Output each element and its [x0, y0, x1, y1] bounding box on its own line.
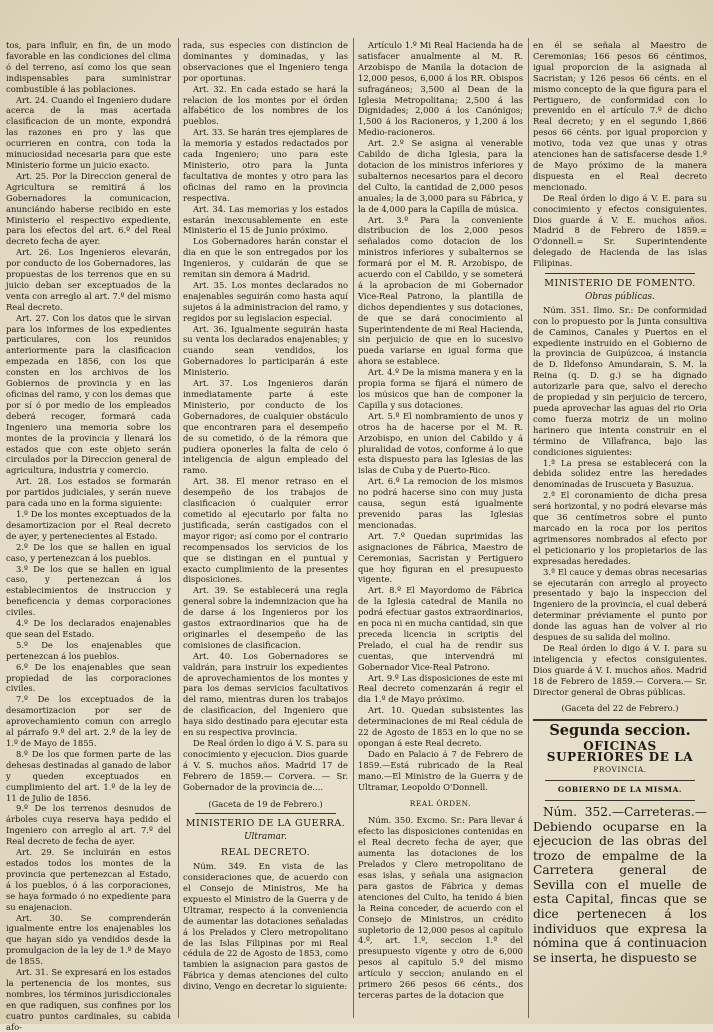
divider: [545, 780, 695, 781]
paragraph: Art. 4.º De la misma manera y en la propia forma se fijará el número de los músicos que han de componer la Capilla y sus dotaciones.: [358, 367, 523, 410]
decree-title: REAL DECRETO.: [220, 847, 311, 859]
paragraph: Art. 9.º Las disposiciones de este mi Real decreto comenzarán á regir el dia 1.º de Mayo próximo.: [358, 672, 523, 705]
section-title: Segunda seccion.: [549, 722, 691, 740]
paragraph: 1.º De los montes exceptuados de la desamortizacion por el Real decreto de ayer, y pertenecientes al Estado.: [6, 508, 171, 541]
gazette-citation: (Gaceta de 19 de Febrero.): [208, 798, 323, 809]
ministry-heading: MINISTERIO DE LA GUERRA.: [185, 818, 346, 830]
column-rule: [178, 38, 179, 1018]
paragraph: 3.ª El cauce y demas obras necesarias se ejecutarán con arreglo al proyecto presentado y bajo la inspeccion del Ingeniero de la provincia, el cual deberá determinar préviamente el punto por donde las aguas han de volver al rio despues de su salida del molino.: [533, 566, 707, 643]
paragraph: 1.ª La presa se establecerá con la debida solidez entre las heredades denominadas de Iruscueta y Basuzua.: [533, 457, 707, 490]
paragraph: Art. 7.º Quedan suprimidas las asignaciones de Fábrica, Maestro de Ceremonias, Sacristan y Pertiguero que hoy figuran en el presupuesto vigente.: [358, 530, 523, 585]
column-rule: [353, 38, 354, 1018]
paragraph: De Real órden lo digo á V. E. para su conocimiento y efectos consiguientes. Dios guarde á V. E. muchos años. Madrid 8 de Febrero de 1859.= O'donnell.= Sr. Superintendente delegado de Hacienda de las islas Filipinas.: [533, 192, 707, 269]
government-heading: GOBIERNO DE LA MISMA.: [557, 785, 683, 794]
paragraph: Art. 3.º Para la conveniente distribucion de los 2,000 pesos señalados como dotacion de los ministros inferiores y subalternos se formará por el M. R. Arzobispo, de acuerdo con el Cabildo, y se someterá á la aprobacion de mi Gobernador Vice-Real Patrono, la plantilla de dichos dependientes y sus dotaciones, de que se dará conocimiento al Superintendente de mi Real Hacienda, sin perjuicio de que en lo sucesivo pueda variarse en igual forma que ahora se establece.: [358, 214, 523, 367]
column-2: [183, 40, 348, 1016]
paragraph: Art. 35. Los montes declarados no enajenables seguirán como hasta aquí sujetos á la administracion del ramo, y regidos por su legislacion especial.: [183, 279, 348, 323]
paragraph: 7.º De los exceptuados de la desamortizacion por ser de aprovechamiento comun con arreglo al párrafo 9.º del art. 2.º de la ley de 1.º de Mayo de 1855.: [6, 694, 171, 748]
column-4: [533, 40, 707, 1016]
column-3: [358, 40, 523, 1016]
province-heading: PROVINCIA.: [593, 765, 647, 775]
paragraph: Dado en Palacio á 7 de Febrero de 1859.—Está rubricado de la Real mano.—El Ministro de la Guerra y de Ultramar, Leopoldo O'Donnell.: [358, 748, 523, 792]
paragraph: 2.ª El coronamiento de dicha presa será horizontal, y no podrá elevarse más que 36 centímetros sobre el punto marcado en la roca por los peritos agrimensores nombrados al efecto por el peticionario y los propietarios de las expresadas heredades.: [533, 490, 707, 566]
order-title: REAL ÓRDEN.: [409, 798, 472, 808]
paragraph: Art. 37. Los Ingenieros darán inmediatamente parte á este Ministerio, por conducto de los Gobernadores, de cualquier obstáculo que encontraren para el desempeño de su cometido, ó de la rémora que pudiera oponerles la falta de celo ó inteligencia de algun empleado del ramo.: [183, 378, 348, 476]
paragraph: Art. 40. Los Gobernadores se valdrán, para instruir los expedientes de aprovechamientos de los montes y para los demas servicios facultativos del ramo, mientras duren los trabajos de clasificacion, del Ingeniero que haya sido destinado para ejecutar esta en su respectiva provincia.: [183, 650, 348, 738]
paragraph: Art. 24. Cuando el Ingeniero dudare acerca de la mas acertada clasificacion de un monte, expondrá las razones en pro y las que ocurrieren en contra, con toda la minuciosidad necesaria para que este Ministerio forme un juicio exacto.: [6, 94, 171, 170]
lead-paragraph: Núm. 352.—Carreteras.— Debiendo ocuparse en la ejecucion de las obras del trozo de empalme de la Carretera general de Sevilla con el muelle de esta Capital, fincas que se dice pertenecen á los individuos que expresa la nómina que á continuacion se inserta, he dispuesto se: [533, 804, 707, 965]
section-heading: Obras públicas.: [585, 291, 655, 302]
paragraph: Art. 10. Quedan subsistentes las determinaciones de mi Real cédula de 22 de Agosto de 1853 en lo que no se opongan á este Real decreto.: [358, 705, 523, 748]
divider: [545, 800, 695, 801]
column-rule: [528, 38, 529, 1018]
paragraph: Artículo 1.º Mi Real Hacienda ha de satisfacer anualmente al M. R. Arzobispo de Manila la dotacion de 12,000 pesos, 6,000 á los RR. Obispos sufragáneos; 3,500 al Dean de la Iglesia Metropolitana; 2,500 á las Dignidades; 2,000 á los Canónigos; 1,500 á los Racioneros, y 1,200 á los Medio-racioneros.: [358, 40, 523, 138]
order-text: Núm. 350. Excmo. Sr.: Para llevar á efecto las disposiciones contenidas en el Real decreto fecha de ayer, que aumenta las dotaciones de los Prelados y Clero metropolitano de esas islas, y señala una asignacion para gastos de Fábrica y demas atenciones del Culto, ha tenido á bien la Reina conceder, de acuerdo con el Consejo de Ministros, un crédito supletorio de 12,000 pesos al capítulo 4.º, art. 1.º, seccion 1.ª del presupuesto vigente y otro de 6,000 pesos al capítulo 5.º del mismo artículo y seccion; anulando en el primero 266 pesos 66 cénts., dos terceras partes de la dotacion que: [358, 815, 523, 1000]
paragraph: De Real órden lo digo á V. I. para su inteligencia y efectos consiguientes. Dios guarde á V. I. muchos años. Madrid 18 de Febrero de 1859.— Corvera.— Sr. Director general de Obras públicas.: [533, 642, 707, 697]
paragraph: Art. 28. Los estados se formarán por partidos judiciales, y serán nueve para cada uno en la forma siguiente:: [6, 476, 171, 509]
paragraph: 8.º De los que formen parte de las dehesas destinadas al ganado de labor y queden exceptuados en cumplimiento del art. 1.º de la ley de 11 de Julio de 1856.: [6, 748, 171, 803]
paragraph: De Real órden lo digo á V. S. para su conocimiento y ejecucion. Dios guarde á V. S. muchos años. Madrid 17 de Febrero de 1859.— Corvera. — Sr. Gobernador de la provincia de....: [183, 738, 348, 792]
paragraph: Art. 36. Igualmente seguirán hasta su venta los declarados enajenables; y cuando sean vendidos, los Gobernadores lo participarán á este Ministerio.: [183, 323, 348, 378]
paragraph: Art. 32. En cada estado se hará la relacion de los montes por el órden alfabético de los nombres de los pueblos.: [183, 83, 348, 127]
ministry-heading: MINISTERIO DE FOMENTO.: [544, 278, 696, 290]
paragraph: Art. 39. Se establecerá una regla general sobre la indemnizacion que ha de darse á los Ingenieros por los gastos extraordinarios que ha de originarles el desempeño de las comisiones de clasificacion.: [183, 585, 348, 650]
gazette-citation: (Gaceta del 22 de Febrero.): [561, 703, 679, 714]
paragraph: Art. 31. Se expresará en los estados la pertenencia de los montes, sus nombres, los términos jurisdiccionales en que radiquen, sus confines por los cuatro puntos cardinales, su cabida afo-: [6, 967, 171, 1032]
divider: [545, 273, 695, 274]
paragraph: 3.º De los que se hallen en igual caso, y pertenezcan á los establecimientos de instruccion y beneficencia y demas corporaciones civiles.: [6, 563, 171, 618]
paragraph: Art. 38. El menor retraso en el desempeño de los trabajos de clasificacion ó cualquier error cometido al ejecutarlo por falta no justificada, serán castigados con el mayor rigor; así como por el contrario recompensados los servicios de los que se distingan en el puntual y exacto cumplimiento de la presentes disposiciones.: [183, 476, 348, 585]
paragraph: Art. 27. Con los datos que le sirvan para los informes de los expedientes particulares, con los reunidos anteriormente para la clasificacion empezada en 1856, con los que consten en los archivos de los Gobiernos de provincia y en las oficinas del ramo, y con los demas que por sí ó por medio de los empleados deberá recoger, formará cada Ingeniero una memoria sobre los montes de la provincia y llenará los estados que con este objeto serán circulados por la Direccion general de agricultura, industria y comercio.: [6, 312, 171, 476]
paragraph: Art. 8.º El Mayordomo de Fábrica de la Iglesia catedral de Manila no podrá efectuar gastos extraordinarios, en poca ni en mucha cantidad, sin que preceda licencia in scriptis del Prelado, el cual ha de rendir sus cuentas, que intervendrá mi Gobernador Vice-Real Patrono.: [358, 585, 523, 672]
column-1: [6, 40, 171, 1032]
paragraph: Art. 26. Los Ingenieros elevarán, por conducto de los Gobernadores, las propuestas de los terrenos que en su juicio deban ser exceptuados de la venta con arreglo al art. 7.º del mismo Real decreto.: [6, 247, 171, 312]
paragraph: 5.º De los enajenables que pertenezcan á los pueblos.: [6, 639, 171, 661]
paragraph: Art. 2.º Se asigna al venerable Cabildo de dicha Iglesia, para la dotacion de los ministros inferiores y subalternos necesarios para el decoro del Culto, la cantidad de 2,000 pesos anuales; la de 3,000 para su Fábrica, y la de 4,000 para la Capilla de música.: [358, 138, 523, 214]
paragraph: Art. 30. Se comprenderán igualmente entre los enajenables los que hayan sido ya vendidos desde la promulgacion de la ley de 1.º de Mayo de 1855.: [6, 912, 171, 967]
paragraph: Art. 6.º La remocion de los mismos no podrá hacerse sino con muy justa causa, segun está igualmente prevenido paras las Iglesias mencionadas.: [358, 476, 523, 530]
paragraph: 4.º De los declarados enajenables que sean del Estado.: [6, 618, 171, 639]
divider: [195, 813, 336, 814]
paragraph: 2.º De los que se hallen en igual caso, y pertenezcan á los pueblos.: [6, 541, 171, 563]
paragraph: Los Gobernadores harán constar el dia en que le son entregados por los Ingenieros, y cuidarán de que se remitan sin demora á Madrid.: [183, 236, 348, 280]
paragraph: tos, para influir, en fin, de un modo favorable en las condiciones del clima ó del terreno, así como los que sean indispensables para suministrar combustible á las poblaciones.: [6, 40, 171, 94]
paragraph: en él se señala al Maestro de Ceremonias; 166 pesos 66 céntimos, igual proporcion de la asignada al Sacristan; y 126 pesos 66 cénts. en el mismo concepto de la que figura para el Pertiguero, de conformidad con lo prevenido en el artículo 7.º de dicho Real decreto; y en el segundo 1,866 pesos 66 cénts. por igual proporcion y motivo, toda vez que unas y otras atenciones han de satisfacerse desde 1.º de Mayo próximo de la manera dispuesta en el Real decreto mencionado.: [533, 40, 707, 192]
divider: [533, 719, 707, 721]
paragraph: Art. 29. Se incluirán en estos estados todos los montes de la provincia que pertenezcan al Estado, á los pueblos, ó á las corporaciones, se haya formado ó no expediente para su enajenacion.: [6, 847, 171, 912]
paragraph: 6.º De los enajenables que sean propiedad de las corporaciones civiles.: [6, 661, 171, 694]
section-heading: Ultramar.: [244, 832, 287, 843]
paragraph: Núm. 351. Ilmo. Sr.: De conformidad con lo propuesto por la Junta consultiva de Caminos, Canales y Puertos en el expediente instruido en el Gobierno de la provincia de Guipúzcoa, á instancia de D. Ildefonso Amundarain, S. M. la Reina (q. D. g.) se ha dignado autorizarle para que, salvo el derecho de propiedad y sin perjuicio de tercero, pueda aprovechar las aguas del rio Oria como fuerza motriz de un molino harinero que intenta construir en el término de Villafranca, bajo las condiciones siguientes:: [533, 304, 707, 457]
paragraph: Art. 33. Se harán tres ejemplares de la memoria y estados redactados por cada Ingeniero; uno para este Ministerio, otro para la Junta facultativa de montes y otro para las oficinas del ramo en la provincia respectiva.: [183, 127, 348, 203]
paragraph: 9.º De los terrenos desnudos de árboles cuya reserva haya pedido el Ingeniero con arreglo al art. 7.º del Real decreto de fecha de ayer.: [6, 803, 171, 847]
paragraph: Art. 5.º El nombramiento de unos y otros ha de hacerse por el M. R. Arzobispo, en union del Cabildo y á pluralidad de votos, conforme á lo que esta dispuesto para las Iglesias de las islas de Cuba y de Puerto-Rico.: [358, 410, 523, 476]
offices-heading: OFICINAS SUPERIORES DE LA: [546, 739, 694, 765]
paragraph: Art. 25. Por la Direccion general de Agricultura se remitirá á los Gobernadores la comunicacion, anunciándo haberse recibido en este Ministerio el respectivo expediente, para los efectos del art. 6.º del Real decreto fecha de ayer.: [6, 170, 171, 247]
paragraph: rada, sus especies con distincion de dominantes y dominadas, y las observaciones que el Ingeniero tenga por oportunas.: [183, 40, 348, 83]
paragraph: Art. 34. Las memorias y los estados estarán inexcusablemente en este Ministerio el 15 de Junio próximo.: [183, 203, 348, 236]
decree-text: Núm. 349. En vista de las consideraciones que, de acuerdo con el Consejo de Ministros, Me ha expuesto el Ministro de la Guerra y de Ultramar, respecto á la conveniencia de aumentar las dotaciones señaladas á los Prelados y Clero metropolitano de las Islas Filipinas por mi Real cédula de 22 de Agosto de 1853, como tambien la asignacion para gastos de Fábrica y demas atenciones del culto divino, Vengo en decretar lo siguiente:: [183, 861, 348, 992]
